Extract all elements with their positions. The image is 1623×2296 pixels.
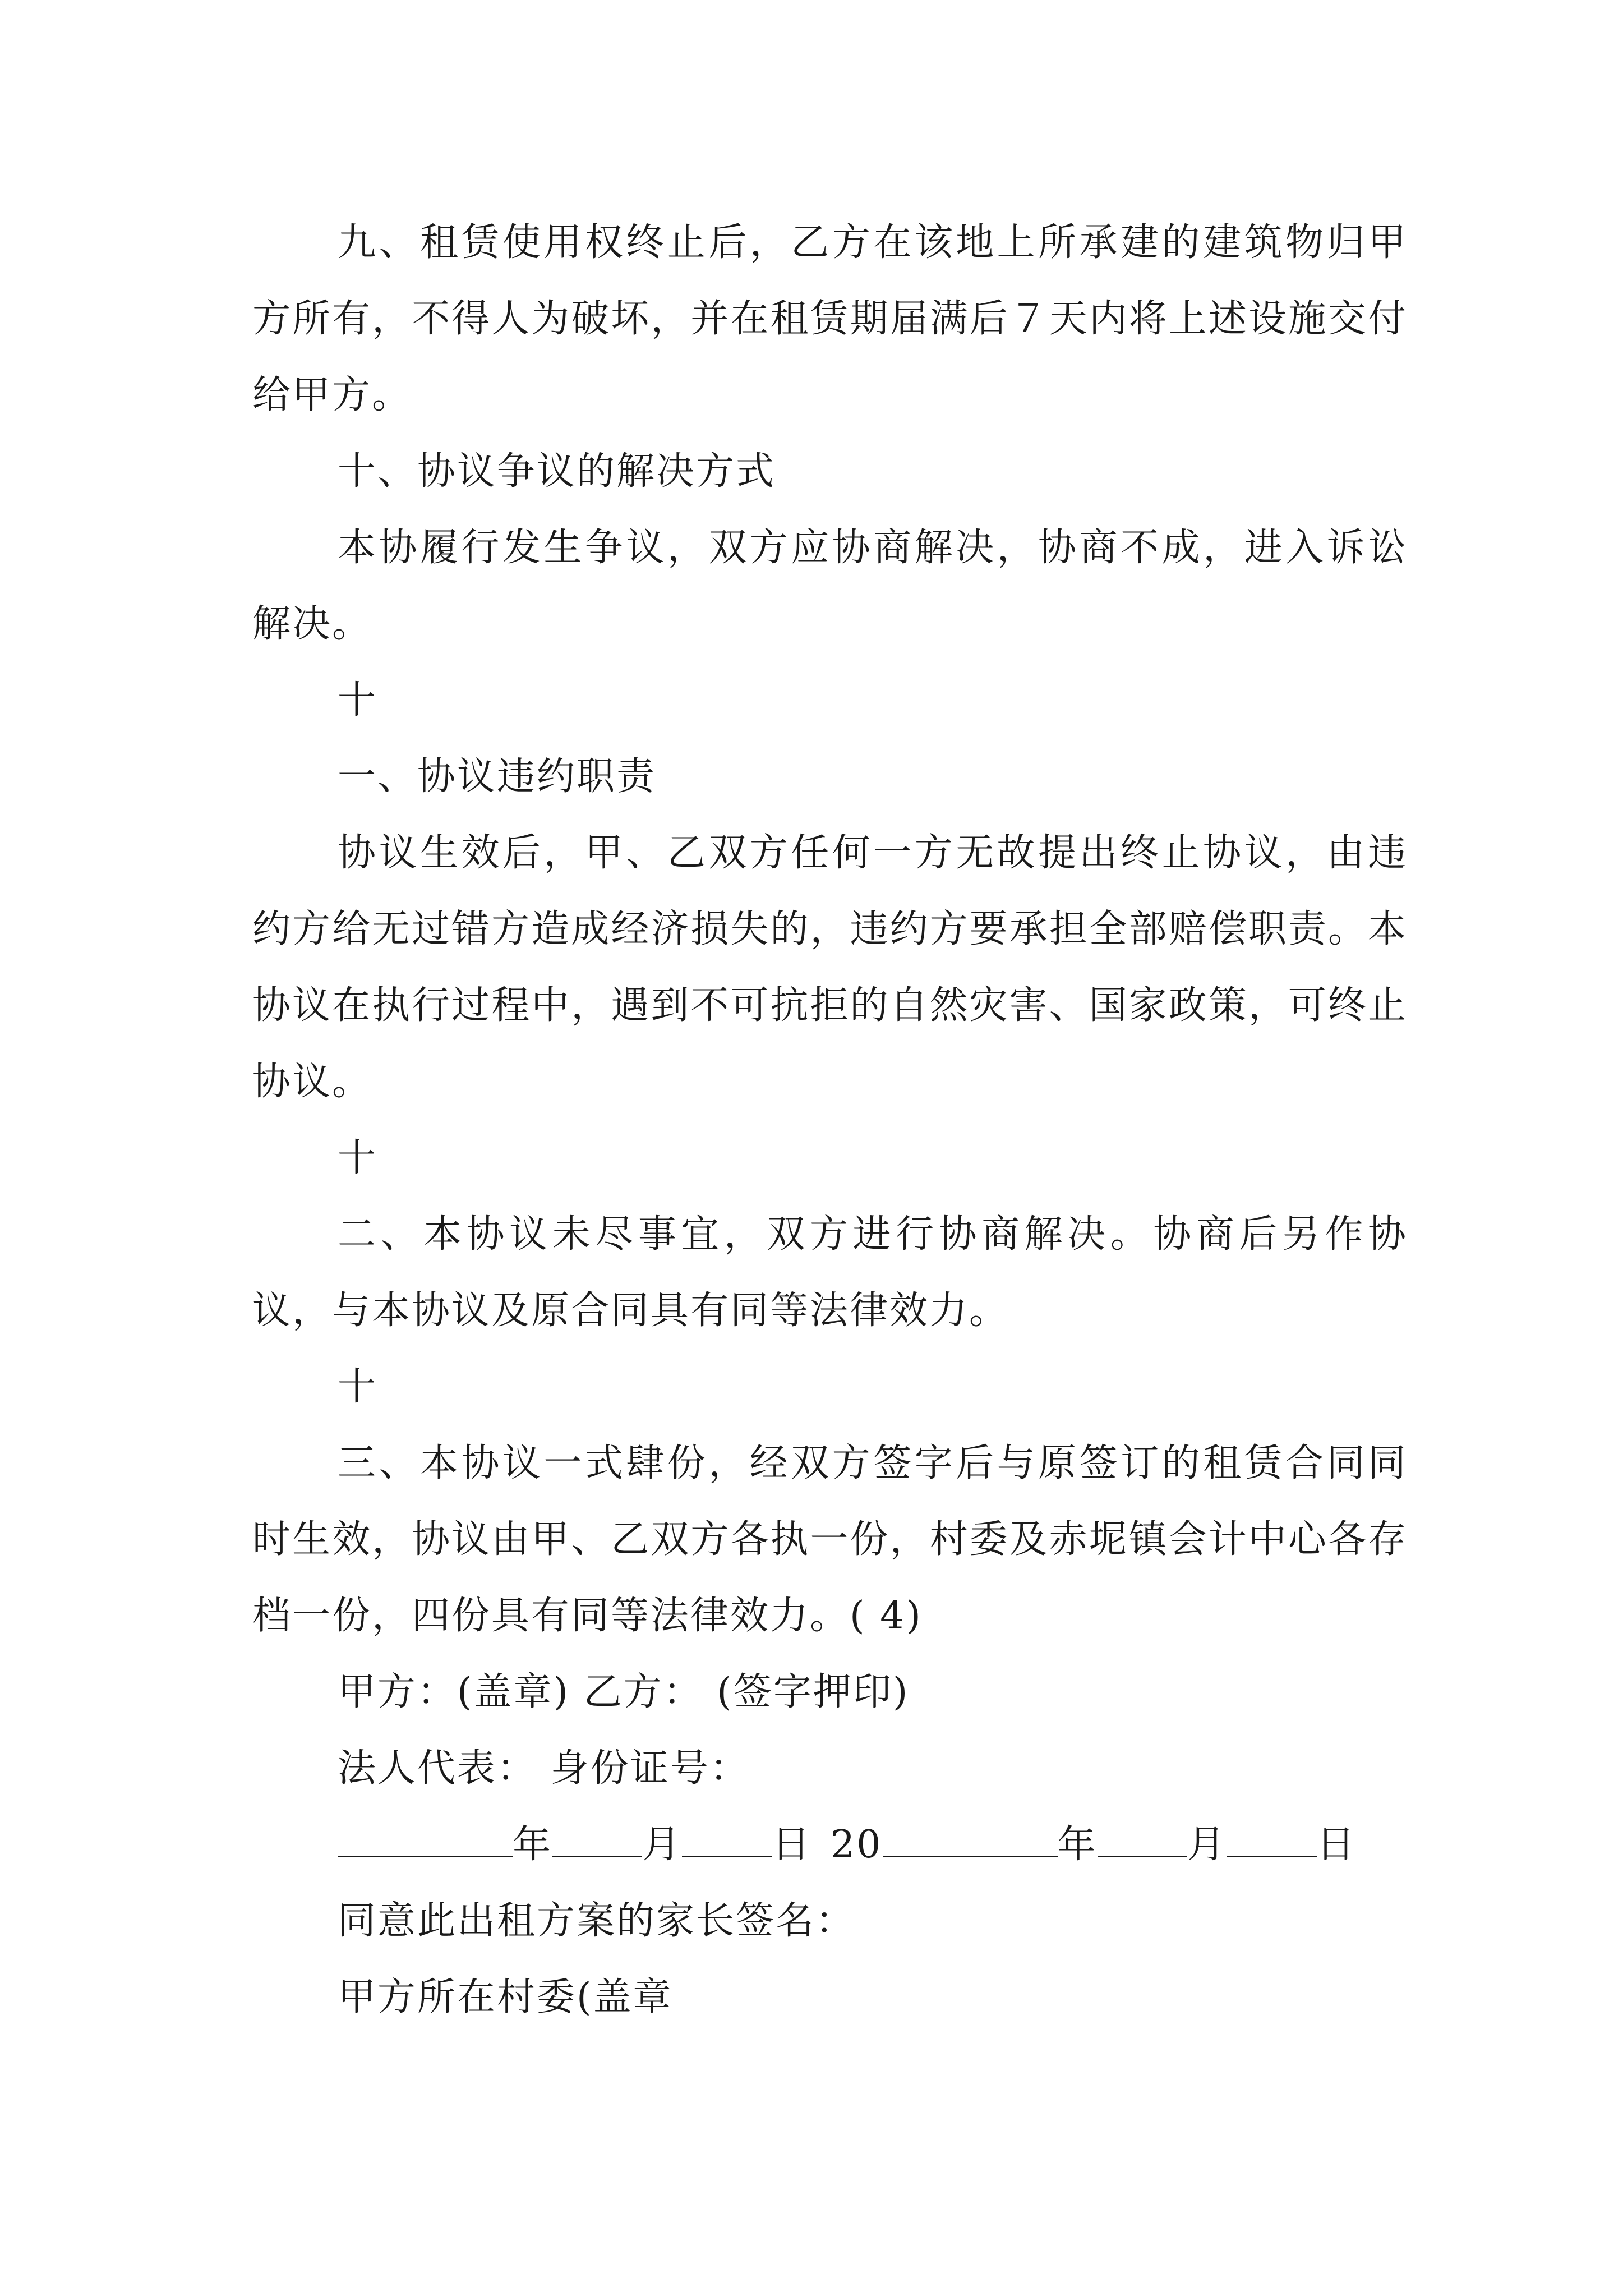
year-blank-2 <box>883 1823 1058 1857</box>
signature-parties-line: 甲方：(盖章) 乙方： (签字押印) <box>338 1670 910 1714</box>
clause-13-body: 三、本协议一式肆份，经双方签字后与原签订的租赁合同同时生效，协议由甲、乙双方各执一份，村委及赤坭镇会计中心各存档一份，四份具有同等法律效力。( 4) <box>252 1441 1408 1638</box>
day-label-1: 日 <box>772 1823 812 1867</box>
day-label-2: 日 <box>1316 1823 1357 1867</box>
month-label-2: 月 <box>1187 1823 1227 1867</box>
year-blank-1 <box>338 1823 513 1857</box>
clause-12-body: 二、本协议未尽事宜，双方进行协商解决。协商后另作协议，与本协议及原合同具有同等法律效力。 <box>252 1212 1408 1333</box>
month-label-1: 月 <box>642 1823 683 1867</box>
clause-11-heading: 一、协议违约职责 <box>338 754 657 799</box>
document-body <box>252 205 1408 2036</box>
month-blank-1 <box>552 1823 642 1857</box>
clause-10-body: 本协履行发生争议，双方应协商解决，协商不成，进入诉讼解决。 <box>252 526 1408 646</box>
date-line <box>252 1807 1408 1883</box>
parent-consent-signature-line: 同意此出租方案的家长签名： <box>338 1899 856 1943</box>
legal-rep-id-line: 法人代表： 身份证号： <box>338 1746 750 1791</box>
year-prefix-2: 20 <box>831 1823 883 1867</box>
day-blank-2 <box>1227 1823 1317 1857</box>
day-blank-1 <box>682 1823 772 1857</box>
clause-11-number: 十 <box>338 678 378 723</box>
year-label-1: 年 <box>513 1823 553 1867</box>
village-committee-seal-line: 甲方所在村委(盖章 <box>338 1975 673 2019</box>
clause-12-number: 十 <box>338 1136 378 1180</box>
clause-10-heading: 十、协议争议的解决方式 <box>338 449 776 494</box>
clause-9-paragraph: 九、租赁使用权终止后，乙方在该地上所承建的建筑物归甲方所有，不得人为破坏，并在租赁期届满后７天内将上述设施交付给甲方。 <box>252 220 1408 417</box>
clause-11-body: 协议生效后，甲、乙双方任何一方无故提出终止协议，由违约方给无过错方造成经济损失的，违约方要承担全部赔偿职责。本协议在执行过程中，遇到不可抗拒的自然灾害、国家政策，可终止协议。 <box>252 831 1408 1104</box>
clause-13-number: 十 <box>338 1365 378 1409</box>
year-label-2: 年 <box>1057 1823 1098 1867</box>
month-blank-2 <box>1098 1823 1187 1857</box>
